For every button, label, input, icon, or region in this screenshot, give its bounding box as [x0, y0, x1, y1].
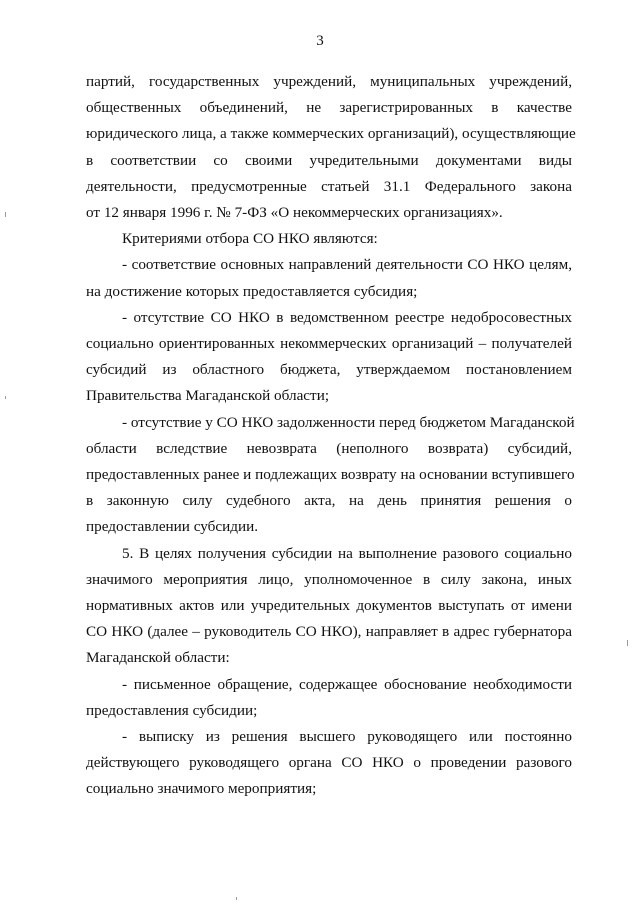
text-line: социально ориентированных некоммерческих организаций – получателей — [86, 335, 572, 353]
text-line: - отсутствие СО НКО в ведомственном реестре недобросовестных — [122, 308, 572, 326]
text-line: - соответствие основных направлений деятельности СО НКО целям, — [122, 256, 572, 274]
text-line: СО НКО (далее – руководитель СО НКО), направляет в адрес губернатора — [86, 623, 572, 641]
text-line: предоставленных ранее и подлежащих возврату на основании вступившего — [86, 466, 575, 484]
text-line: - отсутствие у СО НКО задолженности перед бюджетом Магаданской — [122, 413, 575, 431]
text-line: области вследствие невозврата (неполного возврата) субсидий, — [86, 439, 572, 457]
text-line: в соответствии со своими учредительными документами виды — [86, 151, 572, 169]
text-line: юридического лица, а также коммерческих организаций), осуществляющие — [86, 125, 576, 143]
text-line: на достижение которых предоставляется субсидия; — [86, 282, 418, 300]
text-line: Критериями отбора СО НКО являются: — [122, 230, 378, 248]
text-line: субсидий из областного бюджета, утверждаемом постановлением — [86, 361, 572, 379]
text-line: партий, государственных учреждений, муниципальных учреждений, — [86, 73, 572, 90]
text-line: общественных объединений, не зарегистрированных в качестве — [86, 99, 572, 117]
document-body — [86, 69, 576, 803]
text-line: действующего руководящего органа СО НКО о проведении разового — [86, 754, 572, 772]
text-line: Магаданской области: — [86, 649, 230, 667]
text-line: деятельности, предусмотренные статьей 31.1 Федерального закона — [86, 177, 572, 195]
text-line: Правительства Магаданской области; — [86, 387, 330, 405]
scan-mark — [5, 396, 6, 399]
scan-mark — [236, 897, 237, 900]
text-line: - письменное обращение, содержащее обоснование необходимости — [122, 675, 572, 693]
text-line: в законную силу судебного акта, на день принятия решения о — [86, 492, 572, 510]
text-line: нормативных актов или учредительных документов выступать от имени — [86, 597, 572, 615]
scan-mark — [627, 640, 628, 646]
text-line: от 12 января 1996 г. № 7-ФЗ «О некоммерческих организациях». — [86, 204, 503, 222]
text-line: - выписку из решения высшего руководящего или постоянно — [122, 728, 572, 746]
page-number: 3 — [316, 33, 324, 49]
text-line: значимого мероприятия лицо, уполномоченное в силу закона, иных — [86, 570, 572, 588]
text-line: социально значимого мероприятия; — [86, 780, 317, 798]
text-line: предоставлении субсидии. — [86, 518, 259, 536]
scan-mark — [5, 212, 6, 217]
text-line: 5. В целях получения субсидии на выполнение разового социально — [122, 544, 572, 562]
text-line: предоставления субсидии; — [86, 701, 258, 719]
